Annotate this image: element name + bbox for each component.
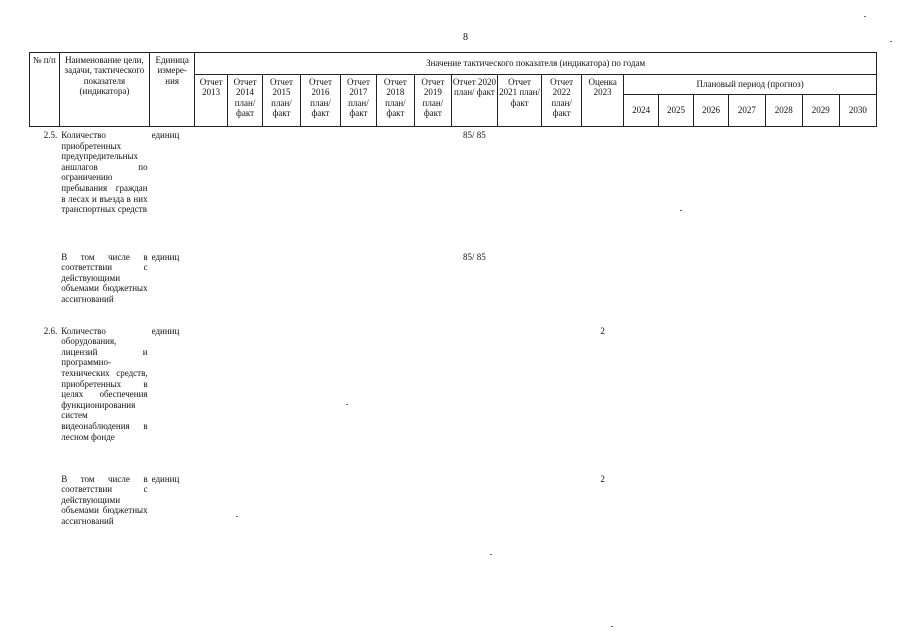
row-unit: единиц (151, 325, 180, 336)
row-number (30, 249, 60, 323)
page-number: 8 (463, 32, 468, 43)
table-row (30, 323, 877, 471)
header-plan-year: 2027 (728, 95, 765, 127)
header-year: Отчет 2020 план/ факт (451, 75, 497, 127)
header-unit: Единица измере-ния (150, 53, 195, 127)
header-values: Значение тактического показателя (индикатора) по годам (195, 53, 877, 75)
header-year: Отчет 2014 план/ факт (228, 75, 263, 127)
row-number: 2.6. (43, 325, 58, 336)
row-value-2020 (451, 471, 497, 541)
scan-speck (346, 404, 348, 405)
header-year: Отчет 2013 (195, 75, 228, 127)
header-year: Отчет 2016 план/ факт (300, 75, 340, 127)
header-plan-year: 2030 (839, 95, 876, 127)
row-name: В том числе в соответствии с действующими объемами бюджетных ассигнований (61, 473, 148, 526)
row-name: В том числе в соответствии с действующими объемами бюджетных ассигнований (61, 251, 148, 304)
row-name: Количество приобретенных предупредительных аншлагов по ограничению пребывания граждан в лесах и въезда в них транспортных средств (61, 130, 148, 215)
table-row (30, 471, 877, 541)
header-plan-year: 2026 (694, 95, 729, 127)
header-year: Отчет 2019 план/ факт (414, 75, 451, 127)
header-plan-year: 2028 (765, 95, 802, 127)
row-value-2020 (451, 323, 497, 471)
row-value-2020: 85/ 85 (463, 251, 486, 262)
row-value-2020: 85/ 85 (463, 130, 486, 140)
row-unit: единиц (151, 130, 180, 140)
scan-speck (864, 16, 866, 17)
header-year: Отчет 2015 план/ факт (262, 75, 300, 127)
header-plan-period: Плановый период (прогноз) (624, 75, 877, 95)
scan-speck (236, 516, 238, 517)
row-name: Количество оборудования, лицензий и программно-технических средств, приобретенных в целях обеспечения функционирования систем видеонаблюдения в лесном фонде (61, 325, 148, 442)
scan-speck (890, 41, 892, 42)
header-number: № п/п (30, 53, 60, 127)
header-plan-year: 2029 (802, 95, 839, 127)
header-name: Наименование цели, задачи, тактического показателя (индикатора) (59, 53, 149, 127)
row-number: 2.5. (43, 130, 58, 140)
scan-speck (611, 626, 613, 627)
header-year: Отчет 2017 план/ факт (340, 75, 376, 127)
scan-speck (490, 554, 492, 555)
header-plan-year: 2024 (624, 95, 659, 127)
header-year: Оценка 2023 (582, 75, 624, 127)
header-year: Отчет 2022 план/ факт (542, 75, 582, 127)
header-year: Отчет 2018 план/ факт (376, 75, 414, 127)
row-value-2023: 2 (600, 473, 605, 484)
table-row (30, 127, 877, 249)
table-row (30, 249, 877, 323)
row-value-2023 (582, 127, 624, 249)
scan-speck (680, 210, 682, 211)
header-plan-year: 2025 (659, 95, 694, 127)
indicator-table (29, 52, 877, 541)
row-value-2023: 2 (600, 325, 605, 336)
row-unit: единиц (151, 473, 180, 484)
row-number (30, 471, 60, 541)
header-year: Отчет 2021 план/ факт (497, 75, 541, 127)
row-unit: единиц (151, 251, 180, 262)
row-value-2023 (582, 249, 624, 323)
